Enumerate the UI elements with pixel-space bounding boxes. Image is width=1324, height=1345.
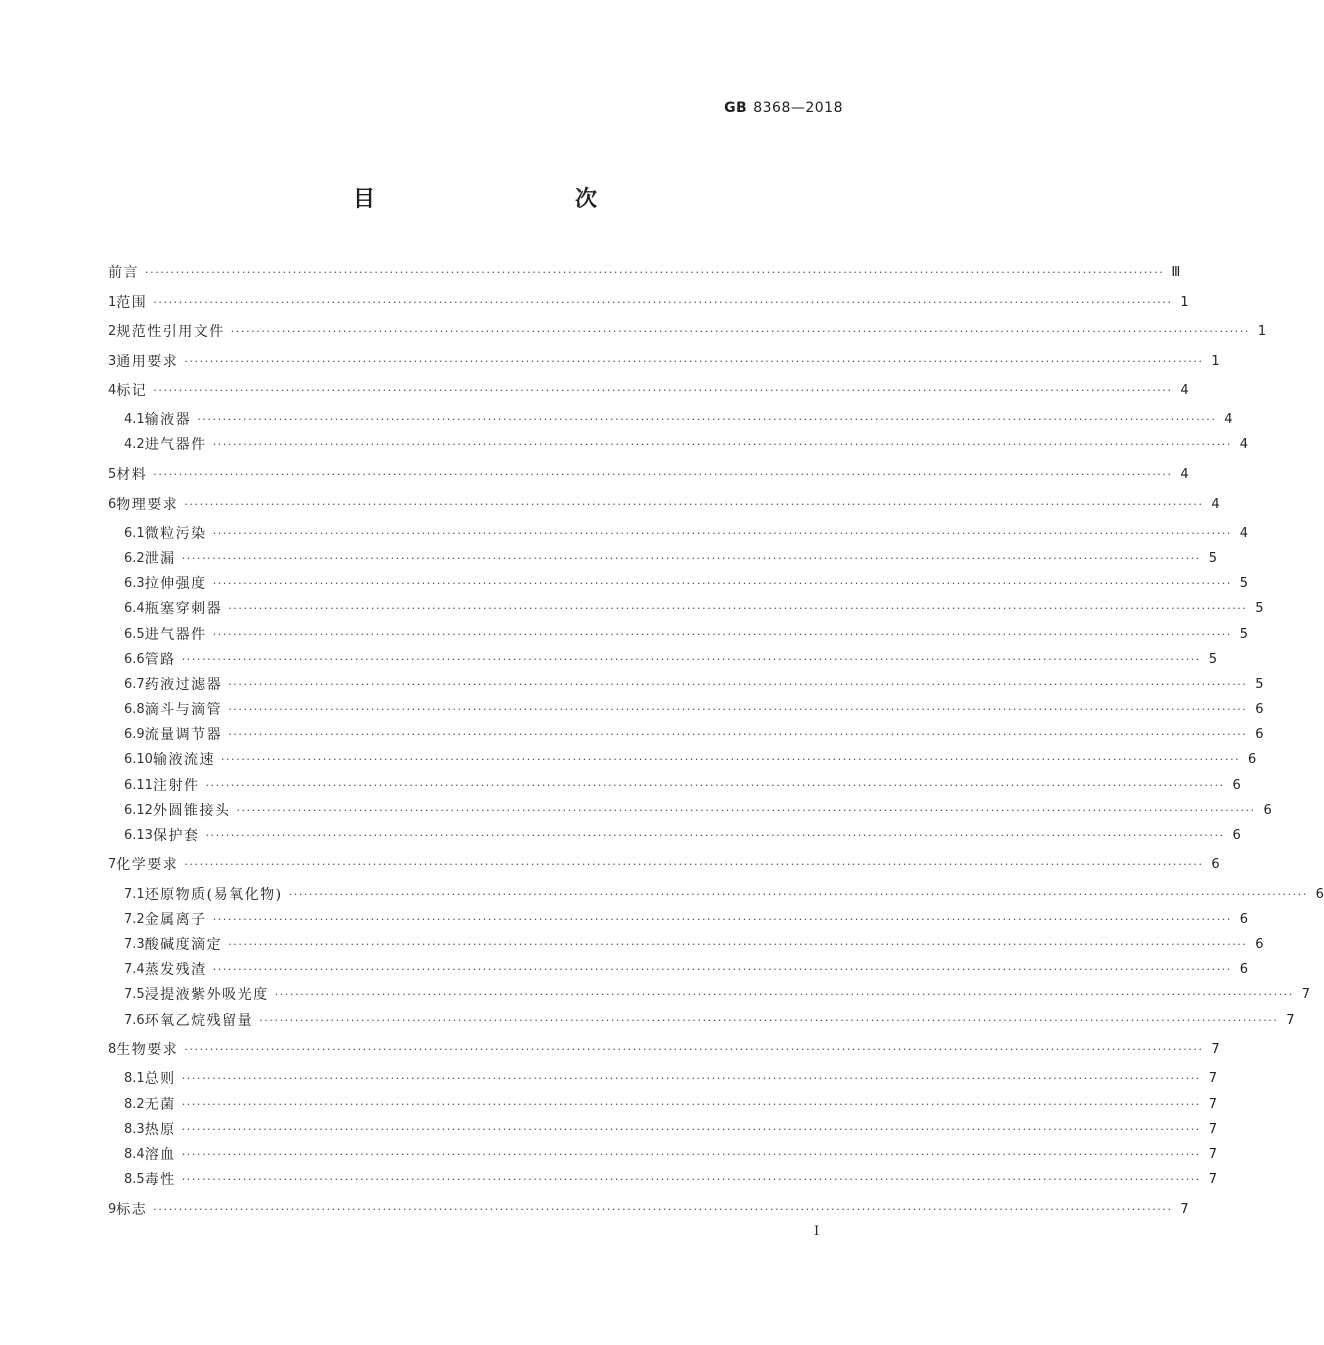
toc-entry-title: 材料 xyxy=(116,467,148,483)
dot-leader: ········································································································································································································ xyxy=(228,727,1248,741)
toc-entry-title: 热原 xyxy=(144,1122,176,1138)
toc-entry-title: 前言 xyxy=(108,265,139,281)
dot-leader: ········································································································································································································ xyxy=(259,1013,1279,1027)
toc-entry-title: 范围 xyxy=(116,295,148,311)
toc-entry[interactable] xyxy=(108,351,1220,371)
toc-entry-page: 1 xyxy=(1211,353,1220,369)
toc-entry-page: 4 xyxy=(1180,466,1189,482)
toc-entry-number: 6.8 xyxy=(124,701,145,717)
toc-entry-page: 6 xyxy=(1211,856,1220,872)
toc-entry[interactable] xyxy=(124,409,1233,429)
toc-entry-number: 7.1 xyxy=(124,886,145,902)
toc-entry-title: 溶血 xyxy=(144,1147,176,1163)
toc-entry-title: 标记 xyxy=(116,383,148,399)
toc-entry-number: 6.12 xyxy=(124,802,153,818)
dot-leader: ········································································································································································································ xyxy=(184,1042,1204,1056)
toc-entry-page: 7 xyxy=(1180,1201,1189,1217)
dot-leader: ········································································································································································································ xyxy=(274,987,1295,1001)
toc-entry[interactable] xyxy=(124,1068,1218,1088)
toc-entry[interactable] xyxy=(108,321,1267,341)
toc-entry-title: 药液过滤器 xyxy=(144,677,223,693)
toc-entry-page: 6 xyxy=(1239,911,1249,927)
dot-leader: ········································································································································································································ xyxy=(181,1147,1202,1161)
dot-leader: ········································································································································································································ xyxy=(145,265,1165,279)
toc-entry[interactable] xyxy=(124,1144,1218,1164)
toc-entry-title: 环氧乙烷残留量 xyxy=(144,1013,254,1029)
dot-leader: ········································································································································································································ xyxy=(220,752,1241,766)
dot-leader: ········································································································································································································ xyxy=(205,828,1225,842)
toc-entry-number: 7.3 xyxy=(124,936,145,952)
toc-entry-page: 7 xyxy=(1208,1171,1218,1187)
toc-entry-title: 标志 xyxy=(116,1202,148,1218)
dot-leader: ········································································································································································································ xyxy=(228,601,1248,615)
toc-entry[interactable] xyxy=(124,649,1218,669)
toc-entry-title: 微粒污染 xyxy=(144,526,207,542)
toc-entry-number: 4.1 xyxy=(124,411,145,427)
toc-entry-number: 6.5 xyxy=(124,626,145,642)
toc-entry[interactable] xyxy=(124,749,1257,769)
toc-entry[interactable] xyxy=(124,1010,1295,1030)
toc-entry[interactable] xyxy=(124,699,1264,719)
footer-page-number: Ⅰ xyxy=(814,1224,820,1239)
toc-entry-title: 蒸发残渣 xyxy=(144,962,207,978)
standard-number: 8368—2018 xyxy=(753,100,843,116)
dot-leader: ········································································································································································································ xyxy=(212,437,1233,451)
toc-entry-title: 无菌 xyxy=(144,1097,176,1113)
toc-entry-number: 8.5 xyxy=(124,1171,145,1187)
toc-entry-page: 6 xyxy=(1255,936,1264,952)
toc-entry-number: 7.2 xyxy=(124,911,145,927)
toc-entry-page: 4 xyxy=(1239,525,1249,541)
toc-entry-title: 输液流速 xyxy=(152,752,215,768)
dot-leader: ········································································································································································································ xyxy=(212,576,1233,590)
toc-entry-page: Ⅲ xyxy=(1171,264,1181,280)
toc-entry-number: 7.4 xyxy=(124,961,145,977)
toc-entry-title: 外圆锥接头 xyxy=(152,803,231,819)
toc-entry-page: 1 xyxy=(1180,294,1189,310)
dot-leader: ········································································································································································································ xyxy=(181,1097,1202,1111)
toc-entry[interactable] xyxy=(124,1119,1218,1139)
toc-entry-number: 5 xyxy=(108,466,117,482)
toc-entry-page: 5 xyxy=(1208,651,1218,667)
toc-entry[interactable] xyxy=(124,909,1249,929)
toc-entry-title: 总则 xyxy=(144,1071,176,1087)
toc-entry-number: 6.4 xyxy=(124,600,145,616)
dot-leader: ········································································································································································································ xyxy=(181,1172,1202,1186)
toc-entry-page: 4 xyxy=(1180,382,1189,398)
toc-entry-page: 5 xyxy=(1239,575,1249,591)
toc-entry[interactable] xyxy=(108,854,1220,874)
toc-entry-number: 6.11 xyxy=(124,777,153,793)
toc-entry-title: 毒性 xyxy=(144,1172,176,1188)
toc-entry[interactable] xyxy=(124,1169,1218,1189)
dot-leader: ········································································································································································································ xyxy=(184,857,1204,871)
toc-entry-number: 1 xyxy=(108,294,117,310)
dot-leader: ········································································································································································································ xyxy=(181,652,1202,666)
toc-entry-title: 保护套 xyxy=(152,828,200,844)
toc-entry-number: 7.6 xyxy=(124,1012,145,1028)
toc-entry-number: 8.2 xyxy=(124,1096,145,1112)
toc-entry-page: 6 xyxy=(1248,751,1257,767)
toc-entry-number: 6.9 xyxy=(124,726,145,742)
toc-entry-number: 6.10 xyxy=(124,751,153,767)
toc-entry-number: 2 xyxy=(108,323,117,339)
toc-entry-title: 浸提液紫外吸光度 xyxy=(144,987,269,1003)
toc-entry-number: 7.5 xyxy=(124,986,145,1002)
toc-entry[interactable] xyxy=(124,959,1249,979)
toc-entry-page: 4 xyxy=(1211,496,1220,512)
dot-leader: ········································································································································································································ xyxy=(205,778,1225,792)
toc-entry[interactable] xyxy=(124,598,1264,618)
toc-entry-page: 1 xyxy=(1257,323,1267,339)
toc-entry-page: 6 xyxy=(1239,961,1249,977)
toc-entry-number: 6.6 xyxy=(124,651,145,667)
standard-prefix: GB xyxy=(724,100,748,116)
toc-entry-page: 6 xyxy=(1232,777,1241,793)
toc-entry-page: 4 xyxy=(1239,436,1249,452)
toc-entry-title: 通用要求 xyxy=(116,354,179,370)
toc-entry-page: 5 xyxy=(1255,600,1264,616)
dot-leader: ········································································································································································································ xyxy=(212,962,1233,976)
toc-entry-page: 6 xyxy=(1263,802,1272,818)
toc-entry[interactable] xyxy=(124,724,1264,744)
toc-entry-page: 4 xyxy=(1224,411,1233,427)
dot-leader: ········································································································································································································ xyxy=(153,383,1173,397)
toc-entry-page: 6 xyxy=(1315,886,1324,902)
toc-entry[interactable] xyxy=(124,434,1249,454)
toc-entry[interactable] xyxy=(124,775,1241,795)
toc-entry-title: 滴斗与滴管 xyxy=(144,702,223,718)
toc-entry[interactable] xyxy=(108,262,1181,282)
dot-leader: ········································································································································································································ xyxy=(197,412,1217,426)
toc-entry-number: 6.2 xyxy=(124,550,145,566)
toc-entry-title: 拉伸强度 xyxy=(144,576,207,592)
dot-leader: ········································································································································································································ xyxy=(184,497,1204,511)
toc-entry[interactable] xyxy=(108,464,1189,484)
dot-leader: ········································································································································································································ xyxy=(228,937,1248,951)
toc-entry-title: 生物要求 xyxy=(116,1042,179,1058)
toc-entry-number: 3 xyxy=(108,353,117,369)
dot-leader: ········································································································································································································ xyxy=(212,627,1233,641)
dot-leader: ········································································································································································································ xyxy=(153,1202,1173,1216)
toc-entry[interactable] xyxy=(124,934,1264,954)
toc-entry-title: 规范性引用文件 xyxy=(116,324,225,340)
toc-entry-page: 5 xyxy=(1208,550,1218,566)
dot-leader: ········································································································································································································ xyxy=(230,324,1251,338)
dot-leader: ········································································································································································································ xyxy=(184,354,1204,368)
toc-entry[interactable] xyxy=(124,884,1324,904)
toc-entry[interactable] xyxy=(124,984,1311,1004)
toc-entry-page: 7 xyxy=(1208,1146,1218,1162)
toc-entry-page: 5 xyxy=(1239,626,1249,642)
dot-leader: ········································································································································································································ xyxy=(288,887,1308,901)
toc-entry-number: 4.2 xyxy=(124,436,145,452)
toc-entry-number: 8 xyxy=(108,1041,117,1057)
toc-entry-page: 7 xyxy=(1208,1070,1218,1086)
toc-entry[interactable] xyxy=(124,523,1249,543)
dot-leader: ········································································································································································································ xyxy=(153,467,1173,481)
toc-entry-page: 7 xyxy=(1208,1096,1218,1112)
standard-code xyxy=(724,100,843,116)
toc-entry-title: 还原物质(易氧化物) xyxy=(144,887,283,903)
toc-entry-title: 进气器件 xyxy=(144,627,207,643)
dot-leader: ········································································································································································································ xyxy=(236,803,1256,817)
toc-entry-title: 金属离子 xyxy=(144,912,207,928)
toc-entry-title: 注射件 xyxy=(152,778,200,794)
toc-entry[interactable] xyxy=(108,380,1189,400)
toc-entry-title: 输液器 xyxy=(144,412,192,428)
toc-entry-number: 6.3 xyxy=(124,575,145,591)
toc-entry-title: 管路 xyxy=(144,652,176,668)
toc-entry[interactable] xyxy=(108,1039,1220,1059)
dot-leader: ········································································································································································································ xyxy=(181,1122,1202,1136)
dot-leader: ········································································································································································································ xyxy=(212,912,1233,926)
toc-entry-number: 6.1 xyxy=(124,525,145,541)
dot-leader: ········································································································································································································ xyxy=(228,702,1248,716)
dot-leader: ········································································································································································································ xyxy=(181,1071,1202,1085)
toc-entry-title: 物理要求 xyxy=(116,497,179,513)
toc-entry-page: 7 xyxy=(1286,1012,1295,1028)
toc-entry-title: 酸碱度滴定 xyxy=(144,937,223,953)
toc-entry-number: 6 xyxy=(108,496,117,512)
toc-entry-page: 6 xyxy=(1255,726,1264,742)
toc-entry[interactable] xyxy=(124,624,1249,644)
page-title: 目 次 xyxy=(352,186,649,212)
toc-entry-number: 6.13 xyxy=(124,827,153,843)
toc-entry-number: 6.7 xyxy=(124,676,145,692)
dot-leader: ········································································································································································································ xyxy=(181,551,1202,565)
toc-entry[interactable] xyxy=(124,548,1218,568)
toc-entry-title: 化学要求 xyxy=(116,857,179,873)
toc-entry-number: 4 xyxy=(108,382,117,398)
toc-entry[interactable] xyxy=(124,825,1241,845)
toc-entry-page: 6 xyxy=(1255,701,1264,717)
toc-entry[interactable] xyxy=(124,800,1272,820)
toc-entry-number: 8.3 xyxy=(124,1121,145,1137)
toc-entry-title: 泄漏 xyxy=(144,551,176,567)
toc-entry-number: 8.4 xyxy=(124,1146,145,1162)
toc-entry-number: 8.1 xyxy=(124,1070,145,1086)
toc-entry-page: 6 xyxy=(1232,827,1241,843)
dot-leader: ········································································································································································································ xyxy=(153,295,1173,309)
toc-entry[interactable] xyxy=(124,1094,1218,1114)
toc-entry-number: 7 xyxy=(108,856,117,872)
toc-entry-title: 流量调节器 xyxy=(144,727,223,743)
toc-entry[interactable] xyxy=(124,674,1264,694)
toc-entry[interactable] xyxy=(124,573,1249,593)
toc-entry-page: 7 xyxy=(1211,1041,1220,1057)
toc-entry[interactable] xyxy=(108,494,1220,514)
toc-entry-title: 瓶塞穿刺器 xyxy=(144,601,223,617)
toc-entry-number: 9 xyxy=(108,1201,117,1217)
toc-entry-page: 7 xyxy=(1208,1121,1218,1137)
toc-entry[interactable] xyxy=(108,1199,1189,1219)
dot-leader: ········································································································································································································ xyxy=(228,677,1248,691)
toc-entry-page: 7 xyxy=(1301,986,1311,1002)
toc-entry-title: 进气器件 xyxy=(144,437,207,453)
toc-entry[interactable] xyxy=(108,292,1189,312)
toc-entry-page: 5 xyxy=(1255,676,1264,692)
dot-leader: ········································································································································································································ xyxy=(212,526,1233,540)
